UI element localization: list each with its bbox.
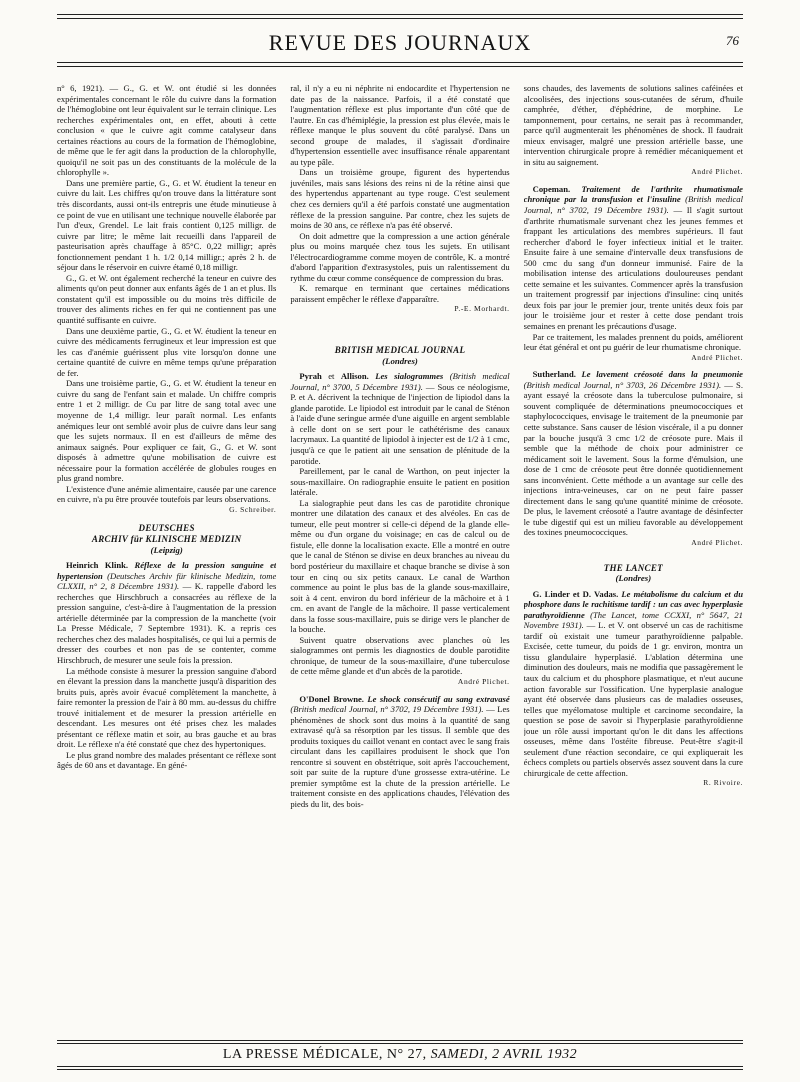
paragraph: ral, il n'y a eu ni néphrite ni endocardite et l'hypertension ne date pas de la naissance. Parfois, il a été constaté que l'augmentation réflexe est plus importante d'un côté que de l'autre. En cas d'hémiplégie, la pression est plus élevée, mais le réflexe manque le plus souvent du côté paralysé. Dans un second groupe de malades, il s'agissait d'ordinaire d'hypertension essentielle avec insuffisance rénale apparentant au type pâle. — [290, 83, 510, 167]
article-abstract — [524, 589, 743, 779]
footer-rule-3 — [57, 1066, 743, 1067]
article-abstract — [57, 560, 276, 665]
article-reference: (British medical Journal, n° 3703, 26 Décembre 1931). — [523, 379, 722, 390]
article-abstract — [524, 184, 743, 332]
footer-date: SAMEDI, 2 AVRIL 1932 — [430, 1047, 578, 1062]
journal-name: BRITISH MEDICAL JOURNAL — [334, 345, 466, 356]
article-abstract — [290, 694, 509, 810]
column-3 — [524, 83, 743, 1038]
article-author: Pyrah — [299, 371, 322, 382]
article-title: Le lavement créosoté dans la pneumonie — [581, 369, 743, 380]
author-signature: P.-E. Morhardt. — [454, 304, 510, 314]
author-signature: R. Rivoire. — [703, 778, 743, 788]
article-author: Heinrich Klink. — [66, 560, 129, 571]
paragraph: K. remarque en terminant que certaines médications paraissent empêcher le réflexe d'apparaître. — [290, 283, 510, 304]
article-text: — Sous ce néologisme, P. et A. décrivent la technique de l'injection de lipiodol dans la glande parotide. Le lipiodol est introduit par le canal de Sténon à l'aide d'une seringue armée d'une aiguille en argent semblable à celle dont on se sert pour le cathétérisme des canaux lacrymaux. La quantité de lipiodol à injecter est de 1/2 à 1 cmc, jusqu'à ce que le patient ait une sensation de plénitude de la parotide. — [290, 381, 510, 466]
page-number: 76 — [726, 33, 739, 48]
paragraph: Dans un troisième groupe, figurent des hypertendus juvéniles, mais sans lésions des reins ni de la rétine ainsi que des hypertendus appartenant au type rouge. C'est seulement chez ces derniers qu'il a été parfois constaté une augmentation réflexe de la pression sanguine. Par contre, chez les sujets de moins de 30 ans, ce réflexe n'a pas été observé. — [290, 167, 510, 231]
masthead — [57, 30, 743, 58]
journal-city: (Leipzig) — [150, 544, 183, 555]
paragraph: G., G. et W. ont également recherché la teneur en cuivre des aliments qu'on peut donner aux enfants âgés de 1 an et plus. Ils constatent qu'il est impossible ou du moins très difficile de trouver des aliments riches en fer qui ne contiennent pas une quantité suffisante en cuivre. — [57, 272, 277, 326]
paragraph: Le plus grand nombre des malades présentant ce réflexe sont âgés de 60 ans et davantage. En géné- — [57, 749, 277, 771]
paragraph: sons chaudes, des lavements de solutions salines caféinées et alcoolisées, des injections sous-cutanées de sérum, d'huile camphrée, d'éther, d'éphédrine, de morphine. Le tamponnement, pour certains, ne serait pas à recommander, parce qu'il augmenterait les phénomènes de shock. Il faudrait mieux envisager, malgré une pression artérielle basse, une intervention chirurgicale propre à remédier mécaniquement et in situ au saignement. — [523, 83, 743, 167]
header-rule-1 — [57, 62, 743, 63]
article-reference: (British medical Journal, n° 3702, 19 Décembre 1931). — [290, 704, 484, 715]
journal-name: THE LANCET — [603, 562, 663, 573]
article-reference: (British medical Journal, n° 3702, 19 Décembre 1931). — [523, 194, 743, 216]
footer-rule-1 — [57, 1040, 743, 1041]
journal-city: (Londres) — [382, 355, 418, 366]
author-signature: André Plichet. — [691, 352, 743, 362]
article-columns — [57, 83, 743, 1038]
header-rule-2 — [57, 66, 743, 67]
journal-heading — [57, 523, 276, 555]
article-author: Copeman. — [532, 183, 571, 194]
paragraph: Dans une troisième partie, G., G. et W. étudient la teneur en cuivre du sang de l'enfant sain et malade. Un chiffre compris entre 1 et 2 milligr. de Cu par litre de sang total avec une moyenne de 1,4 milligr. leur paraît normal. Les enfants anémiques leur ont semblé avoir plus de cuivre dans leur sang que les sujets normaux. Il en est d'ailleurs de même des animaux saignés. Pour expliquer ce fait, G., G. et W. sont disposés à admettre qu'une mobilisation de cuivre est nécessaire pour la formation accélérée de globules rouges en plus grand nombre. — [57, 378, 277, 484]
article-title: Réflexe de la pression sanguine et hypertension — [57, 560, 277, 581]
author-signature: André Plichet. — [457, 676, 510, 686]
author-signature: G. Schreiber. — [229, 504, 277, 514]
paragraph: La sialographie peut dans les cas de parotidite chronique montrer une dilatation des canaux et des alvéoles. En cas de tumeur, elle peut montrer si celle-ci dépend de la glande elle-même ou d'un organe du voisinage; en cas de calcul ou de fistule, elle donne la localisation exacte. Elle a montré en outre que le canal de Sténon se divise en deux branches au niveau du bord postérieur du maxillaire et chaque branche se divise à son tour en cinq ou six petits canaux. Le canal de Warthon commence au point le plus bas de la glande sous-maxillaire, soit à 4 cent. environ du bord inférieur de la mâchoire et à 1 cm. en avant de l'angle de la mâchoire. Il passe verticalement dans la fosse sous-maxillaire, puis se dirige vers le plancher de la bouche. — [290, 497, 510, 635]
article-reference: (The Lancet, tome CCXXI, n° 5647, 21 Novembre 1931). — [523, 609, 743, 631]
journal-city: (Londres) — [615, 573, 652, 584]
paragraph: Dans une première partie, G., G. et W. étudient la teneur en cuivre du lait. Les chiffres qu'on trouve dans la littérature sont très discordants, aussi ont-ils entrepris une étude minutieuse à ce point de vue en utilisant une technique nouvelle élaborée par l'un d'eux, Grendel. Le lait frais contient 0,125 milligr. de cuivre par litre; le même lait recueilli dans l'appareil de pasteurisation après chauffage à 85°C. 0,22 milligr; après fonctionnement pendant 1 h. 1/2 0,14 milligr.; après 2 h. de séjour dans le réservoir en cuivre étamé 0,18 milligr. — [57, 177, 277, 273]
article-author: Allison. — [340, 371, 369, 382]
article-text: — Il s'agit surtout d'arthrite rhumatismale survenant chez les jeunes femmes et frappant les articulations des membres supérieurs. Il faut rechercher d'abord le foyer infectieux initial et le traiter. Ensuite faire à une semaine d'intervalle deux transfusions de 500 cmc du sang d'un donneur immunisé. Faire de la mobilisation intense des articulations douloureuses pendant cette semaine et les suivantes. Commencer après la transfusion un traitement progressif par injections d'insuline: cinq unités deux fois par jour le premier jour, trente unités deux fois par jour le troisième jour et rester à cette dose pendant trois semaines en prenant les précautions d'usage. — [523, 205, 743, 332]
conjunction: et — [328, 371, 335, 382]
article-author: Sutherland. — [532, 369, 576, 380]
journal-name: DEUTSCHES — [138, 523, 195, 534]
author-signature: André Plichet. — [691, 167, 743, 177]
paragraph: Suivent quatre observations avec planches où les sialogrammes ont permis les diagnostics de double parotidite chronique, de tumeur de la sous-maxillaire, d'une tuberculose de cette même glande et d'un abcès de la parotide. — [290, 634, 510, 677]
column-2 — [290, 83, 509, 1038]
page-footer — [57, 1047, 743, 1063]
article-text: — Les phénomènes de shock sont dus moins à la quantité de sang extravasé qu'à sa résorption par les tissus. Il semble que des produits toxiques du caillot venant en contact avec le sang frais circulant dans les capillaires produisent le shock que l'on rencontre si souvent en obstétrique, soit après l'accouchement, soit par suite de la rupture d'une grossesse extra-utérine. Le premier symptôme est la chute de la pression artérielle. Le traitement consiste en des applications chaudes, l'élévation des pieds du lit, des bois- — [290, 704, 510, 809]
paragraph: On doit admettre que la compression a une action générale plus ou moins marquée chez tous les sujets. En utilisant l'électrocardiogramme comme moyen de contrôle, K. a montré d'abord l'apparition d'extrasystoles, puis un ralentissement du rythme du cœur comme conséquence de compression du bras. — [290, 230, 510, 283]
article-title: Le shock consécutif au sang extravasé — [367, 693, 510, 704]
article-title: Les sialogrammes — [375, 371, 444, 382]
journal-heading — [290, 345, 509, 366]
footer-journal: LA PRESSE MÉDICALE, N° 27, — [222, 1047, 427, 1062]
paragraph: L'existence d'une anémie alimentaire, causée par une carence en cuivre, n'a pu être prouvée toutefois par leurs observations. — [57, 483, 277, 505]
author-signature: André Plichet. — [691, 537, 743, 547]
article-author: O'Donel Browne. — [299, 693, 364, 704]
top-rule-1 — [57, 14, 743, 15]
paragraph: La méthode consiste à mesurer la pression sanguine d'abord en élevant la pression dans la manchette jusqu'à disparition des bruits puis, après avoir évacué complètement la manchette, à faire remonter la pression de l'air à 80 mm. au-dessus du chiffre trouvé initialement et de mesurer la pression artérielle en descendant. Les mesures ont été prises chez les malades présentant ce réflexe matin et soir, au bras gauche et au bras droit. Le réflexe n'a été constaté que chez des hypertoniques. — [57, 665, 277, 750]
paragraph: Pareillement, par le canal de Warthon, on peut injecter la sous-maxillaire. On radiographie ensuite le patient en position latérale. — [290, 466, 510, 498]
footer-rule-4 — [57, 1069, 743, 1070]
footer-rule-2 — [57, 1043, 743, 1044]
article-text: — L. et V. ont observé un cas de rachitisme tardif où existait une tumeur parathyroïdienne palpable. Excisée, cette tumeur, du poids de 1 gr. environ, montra un tissu glandulaire hyperplasié. L'ablation détermina une diminution des douleurs, mais ne modifia que passagèrement le taux du calcium et du phosphore plasmatique, et n'eut aucune action favorable sur l'ossification. Une hyperplasie analogue ayant été observée dans plusieurs cas de maladies osseuses, telles que myélomatose multiple et carcinome secondaire, la question se pose de savoir si l'hyperplasie parathyroïdienne joue un rôle aussi important qu'on le dit dans les affections osseuses, même dans l'ostéite fibreuse. Peut-être s'agit-il seulement d'une réaction secondaire, ce qui expliquerait les échecs complets ou partiels observés assez souvent dans la cure chirurgicale de cette affection. — [523, 620, 743, 778]
article-title: Le métabolisme du calcium et du phosphore dans le rachitisme tardif : un cas avec hyperplasie parathyroïdienne — [523, 588, 743, 620]
article-text: — S. ayant essayé la créosote dans la tuberculose pulmonaire, si souvent compliquée de déterminations pneumococciques et staphylococciques, envisage le traitement de la pneumonie par cette substance. Sans causer de lésion viscérale, il a pu donner par la bouche jusqu'à 3 cmc 1/2 de créosote pure. Mais il semble que la méthode de choix pour administrer ce médicament soit le lavement. Sous la forme d'émulsion, une dose de 1 cmc de créosote peut être donnée quotidiennement sans inconvénient. Cette méthode a un avantage sur celle des injections intra-veineuses, car on ne peut faire passer directement dans le sang qu'une quantité minime de créosote. De plus, le lavement créosoté a l'autre avantage de désinfecter le tube digestif qui est un milieu favorable au développement des toxines pneumococciques. — [523, 379, 743, 538]
journal-heading — [524, 563, 743, 584]
top-rule-2 — [57, 18, 743, 19]
journal-section-title: REVUE DES JOURNAUX — [268, 30, 532, 55]
column-1 — [57, 83, 276, 1038]
journal-name-line2: ARCHIV für KLINISCHE MEDIZIN — [91, 533, 242, 544]
article-abstract — [524, 369, 743, 538]
article-text: — K. rappelle d'abord les recherches que Hirschbruch a consacrées au réflexe de la pression sanguine, c'est-à-dire à l'augmentation de la pression artérielle déterminée par la compression de la manchette (voir La Presse Médicale, 7 Septembre 1931). K. a repris ces recherches chez des malades hospitalisés, ce qui lui a permis de dresser des courbes et non pas de se contenter, comme Hirschbruch, de mesurer une seule fois la pression. — [57, 581, 277, 665]
article-abstract — [290, 371, 509, 466]
paragraph: n° 6, 1921). — G., G. et W. ont étudié si les données expérimentales concernant le rôle du cuivre dans la formation de l'hémoglobine ont leur équivalent sur le terrain clinique. Les recherches expérimentales ont, en effet, abouti à cette conclusion « que le cuivre agit comme catalyseur dans certaines réactions au cours de la formation de l'hémoglobine, de même que le fer agit dans la production de la chlorophylle, quoiqu'il ne soit pas un des constituants de la molécule de la chlorophylle ». — [57, 83, 277, 178]
article-reference: (British medical Journal, n° 3700, 5 Décembre 1931). — [290, 371, 510, 392]
paragraph: Par ce traitement, les malades prennent du poids, améliorent leur état général et ont pu guérir de leur rhumatisme chronique. — [523, 331, 743, 353]
article-author: G. Linder et D. Vadas. — [532, 588, 619, 599]
article-title: Traitement de l'arthrite rhumatismale chronique par la transfusion et l'insuline — [523, 183, 743, 205]
paragraph: Dans une deuxième partie, G., G. et W. étudient la teneur en cuivre des médicaments ferrugineux et leur impression est que les cas d'anémie guérissent plus vite lorsqu'on donne une certaine quantité de cuivre en même temps qu'une préparation de fer. — [57, 325, 277, 378]
article-reference: (Deutsches Archiv für klinische Medizin, tome CLXXII, n° 2, 8 Décembre 1931). — [57, 570, 277, 592]
